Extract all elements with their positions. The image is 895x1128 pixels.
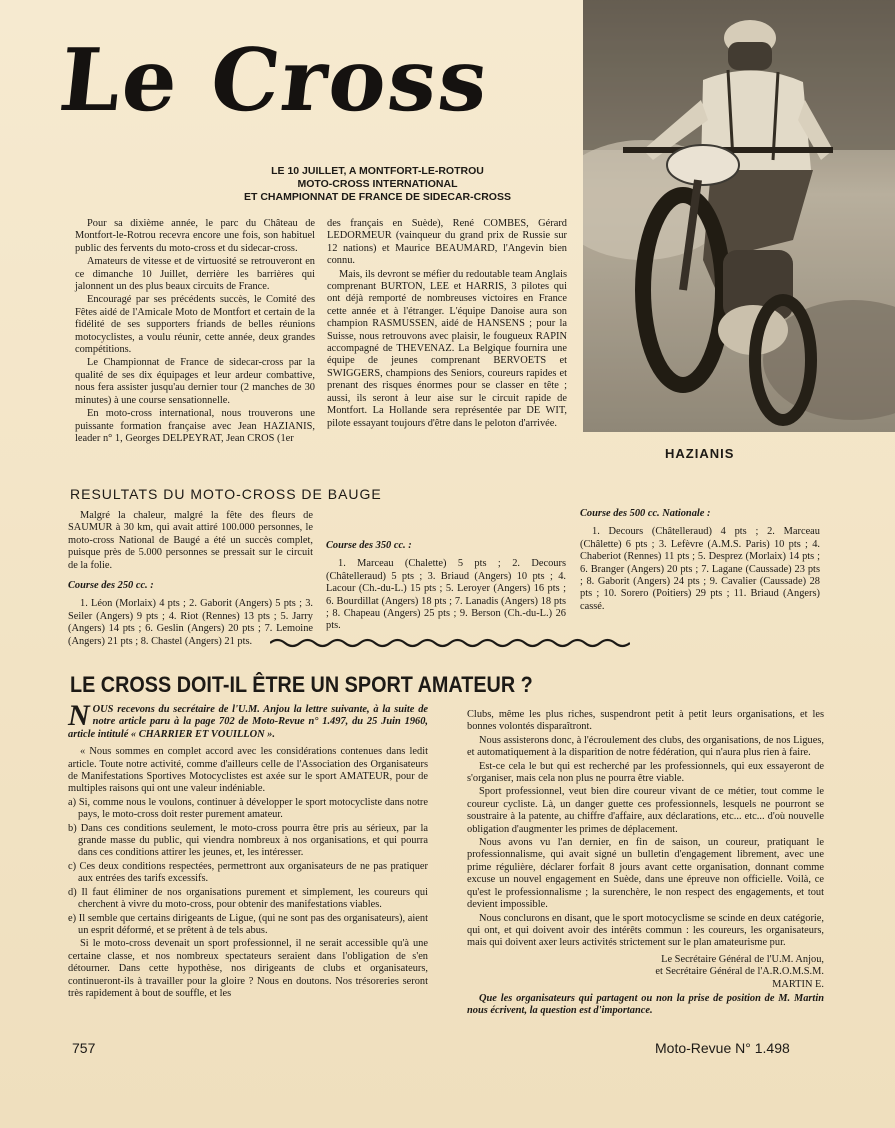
paragraph: Nous avons vu l'an dernier, en fin de saison, un coureur, pratiquant le professionnalisme, qui avait signé un bulletin d'engagement librement, avec une prime régulière, déclarer forfait 8 jours avant cette organisation, donnant comme excuse un nouvel engagement en Suède, dans une épreuve non officielle. Voilà, ce qu'est le professionnalisme ; la surenchère, le non respect des engagements, et tout devient impossible.	[467, 837, 824, 911]
rider-photo	[583, 0, 895, 432]
paragraph: « Nous sommes en complet accord avec les considérations contenues dans ledit article. Toute notre activité, comme d'ailleurs celle de l'Association des Organisateurs de Manifestations Sportives Motocyclistes est axée sur le sport AMATEUR, pour de multiples raisons qui ont une valeur indéniable.	[68, 746, 428, 795]
photo-caption: HAZIANIS	[665, 446, 735, 461]
paragraph: Mais, ils devront se méfier du redoutable team Anglais comprenant BURTON, LEE et HARRIS, 3 pilotes qui ont déjà remporté de nombreuses victoires en France cette année et à l'étranger. L'équipe Danoise aura son champion RASMUSSEN, aidé de HANSENS ; pour la Suisse, nous retrouvons avec plaisir, le fougueux RAPIN accompagné de THEVENAZ. La Belgique fournira une équipe de jeunes comprenant BERVOETS et SWIGGERS, champions des Seniors, coureurs rapides et prenant des risques énormes pour se classer en tête ; aussi, ils seront à leur aise sur le circuit rapide de Montfort. La Hollande sera représentée par DE WIT, pilote essayant toujours d'être dans le peloton d'arrivée.	[327, 268, 567, 429]
paragraph: Le Championnat de France de sidecar-cross par la qualité de ses dix équipages et leur ardeur combattive, nous fera assister jusqu'au dernier tour (2 manches de 30 minutes) à une course sensationnelle.	[75, 357, 315, 406]
paragraph: Clubs, même les plus riches, suspendront petit à petit leurs organisations, et les bonnes volontés disparaîtront.	[467, 709, 824, 733]
article1-column2	[327, 218, 567, 431]
paragraph: Pour sa dixième année, le parc du Château de Montfort-le-Rotrou recevra encore une fois, son habituel public des fervents du moto-cross et du sidecar-cross.	[75, 218, 315, 254]
results-title: RESULTATS DU MOTO-CROSS DE BAUGE	[70, 486, 382, 502]
paragraph: Amateurs de vitesse et de virtuosité se retrouveront en ce dimanche 10 Juillet, derrière les barrières qui jalonnent un des plus beaux circuits de France.	[75, 256, 315, 293]
signature-line: MARTIN E.	[772, 978, 824, 990]
subheading	[180, 165, 575, 204]
paragraph: Nous conclurons en disant, que le sport motocyclisme se scinde en deux catégorie, qui ont, et qui doivent avoir des intérêts commun : les coureurs, les organisateurs, mais qui doivent axer leurs activités strictement sur le plan amateurisme pur.	[467, 912, 824, 949]
results-column3	[580, 508, 820, 614]
signature-line: Le Secrétaire Général de l'U.M. Anjou,	[661, 953, 824, 965]
signature-line: et Secrétaire Général de l'A.R.O.M.S.M.	[655, 966, 824, 978]
paragraph: Encouragé par ses précédents succès, le Comité des Fêtes aidé de l'Amicale Moto de Montfort et certain de la fidélité de ses supporters friands de belles réunions motocyclistes, a voulu réunir, cette année, deux grandes compétitions.	[75, 294, 315, 356]
list-item: c) Ces deux conditions respectées, permettront aux organisateurs de ne pas pratiquer aux entrées des tarifs excessifs.	[68, 860, 428, 885]
article2-headline: LE CROSS DOIT-IL ÊTRE UN SPORT AMATEUR ?	[70, 672, 533, 697]
results-intro: Malgré la chaleur, malgré la fête des fleurs de SAUMUR à 30 km, qui avait attiré 100.000 personnes, le moto-cross National de Baugé a été un succès complet, puisque près de 5.000 personnes se pressait sur le circuit de la folie.	[68, 510, 313, 571]
paragraph: Nous assisterons donc, à l'écroulement des clubs, des organisations, de nos Ligues, et automatiquement à la disparition de notre fédération, qui n'aura plus rien à faire.	[467, 734, 824, 759]
drop-cap: N	[68, 699, 90, 732]
page-title: Le Cross	[54, 30, 495, 131]
results-column2	[326, 540, 566, 634]
article2-column2	[467, 709, 824, 1019]
magazine-issue: Moto-Revue N° 1.498	[655, 1040, 790, 1056]
subhead-line: ET CHAMPIONNAT DE FRANCE DE SIDECAR-CROSS	[244, 191, 511, 203]
paragraph: En moto-cross international, nous trouverons une puissante formation française avec Jean HAZIANIS, leader n° 1, Georges DELPEYRAT, Jean CROS (1er	[75, 408, 315, 444]
label-250cc: Course des 250 cc. :	[68, 580, 154, 592]
paragraph: des français en Suède), René COMBES, Gérard LEDORMEUR (vainqueur du grand prix de Russie sur 12 nations) et Maurice BEAUMARD, l'Angevin bien connu.	[327, 218, 567, 267]
label-500cc: Course des 500 cc. Nationale :	[580, 508, 711, 519]
article2-column1	[68, 699, 428, 1001]
list-item: b) Dans ces conditions seulement, le moto-cross pourra être pris au sérieux, par la grande masse du public, qui viendra nombreux à nos organisations, et qui pourra dans ces conditions attirer les jeunes, et, les intéresser.	[68, 822, 428, 859]
results-500cc: 1. Decours (Châtelleraud) 4 pts ; 2. Marceau (Châlette) 6 pts ; 3. Lefèvre (A.M.S. Paris) 10 pts ; 4. Chaberiot (Rennes) 11 pts ; 5. Desprez (Morlaix) 14 pts ; 6. Branger (Angers) 20 pts ; 7. Lagane (Caussade) 23 pts ; 8. Gaborit (Angers) 24 pts ; 9. Cavalier (Caussade) 28 pts ; 10. Sorero (Poitiers) 29 pts ; 11. Briaud (Angers) cassé.	[580, 526, 820, 612]
results-250cc: 1. Léon (Morlaix) 4 pts ; 2. Gaborit (Angers) 5 pts ; 3. Seiler (Angers) 9 pts ; 4. Riot (Rennes) 13 pts ; 5. Jarry (Angers) 14 pts ; 6. Geslin (Angers) 20 pts ; 7. Lemoine (Angers) 21 pts ; 8. Chastel (Angers) 21 pts.	[68, 598, 313, 647]
paragraph: Est-ce cela le but qui est recherché par les professionnels, qui eux essayeront de s'organiser, mais cela non plus ne pourra être viable.	[467, 760, 824, 785]
results-350cc: 1. Marceau (Chalette) 5 pts ; 2. Decours (Châtelleraud) 5 pts ; 3. Briaud (Angers) 10 pts ; 4. Lacour (Ch.-du-L.) 15 pts ; 5. Leroyer (Angers) 16 pts ; 6. Bourdillat (Angers) 18 pts ; 7. Lanadis (Angers) 18 pts ; 8. Chapeau (Angers) 25 pts ; 9. Berson (Ch.-du-L.) 26 pts.	[326, 558, 566, 632]
label-350cc: Course des 350 cc. :	[326, 540, 412, 551]
intro-text: OUS recevons du secrétaire de l'U.M. Anjou la lettre suivante, à la suite de notre article paru à la page 702 de Moto-Revue n° 1.497, du 25 Juin 1960, article intitulé « CHARRIER ET VOUILLON ».	[68, 704, 428, 740]
signature	[467, 954, 824, 991]
points-list	[68, 797, 428, 937]
article2-intro	[68, 699, 428, 741]
closing-note: Que les organisateurs qui partagent ou non la prise de position de M. Martin nous écrivent, la question est d'importance.	[467, 992, 824, 1017]
article1-column1	[75, 218, 315, 446]
list-item: a) Si, comme nous le voulons, continuer à développer le sport motocycliste dans notre pays, le moto-cross doit rester purement amateur.	[68, 796, 428, 821]
subhead-line: MOTO-CROSS INTERNATIONAL	[297, 178, 458, 190]
paragraph: Si le moto-cross devenait un sport professionnel, il ne serait accessible qu'à une certaine classe, et nos nombreux spectateurs seraient dans l'obligation de s'en détourner. Dans cette hypothèse, nos dirigeants de clubs et organisateurs, continueront-ils à travailler pour la gloire ? Nous en doutons. Nos trésoreries seront très rapidement à bout de souffle, et les	[68, 938, 428, 999]
page-number: 757	[72, 1040, 96, 1056]
subhead-line: LE 10 JUILLET, A MONTFORT-LE-ROTROU	[271, 165, 484, 177]
wavy-divider	[270, 637, 630, 649]
list-item: e) Il semble que certains dirigeants de Ligue, (qui ne sont pas des organisateurs), aient un esprit déformé, et se prêtent à de tels abus.	[68, 912, 428, 936]
paragraph: Sport professionnel, veut bien dire coureur vivant de ce métier, tout comme le coureur cycliste. Là, un danger guette ces professionnels, lesquels ne pourront se soustraire à la patente, au chiffre d'affaire, aux déclarations, etc... etc... d'où nouvelle obligation d'augmenter les primes de déplacement.	[467, 786, 824, 835]
list-item: d) Il faut éliminer de nos organisations purement et simplement, les coureurs qui cherchent à vivre du moto-cross, pour obtenir des manifestations viables.	[68, 886, 428, 911]
results-column1	[68, 510, 313, 649]
